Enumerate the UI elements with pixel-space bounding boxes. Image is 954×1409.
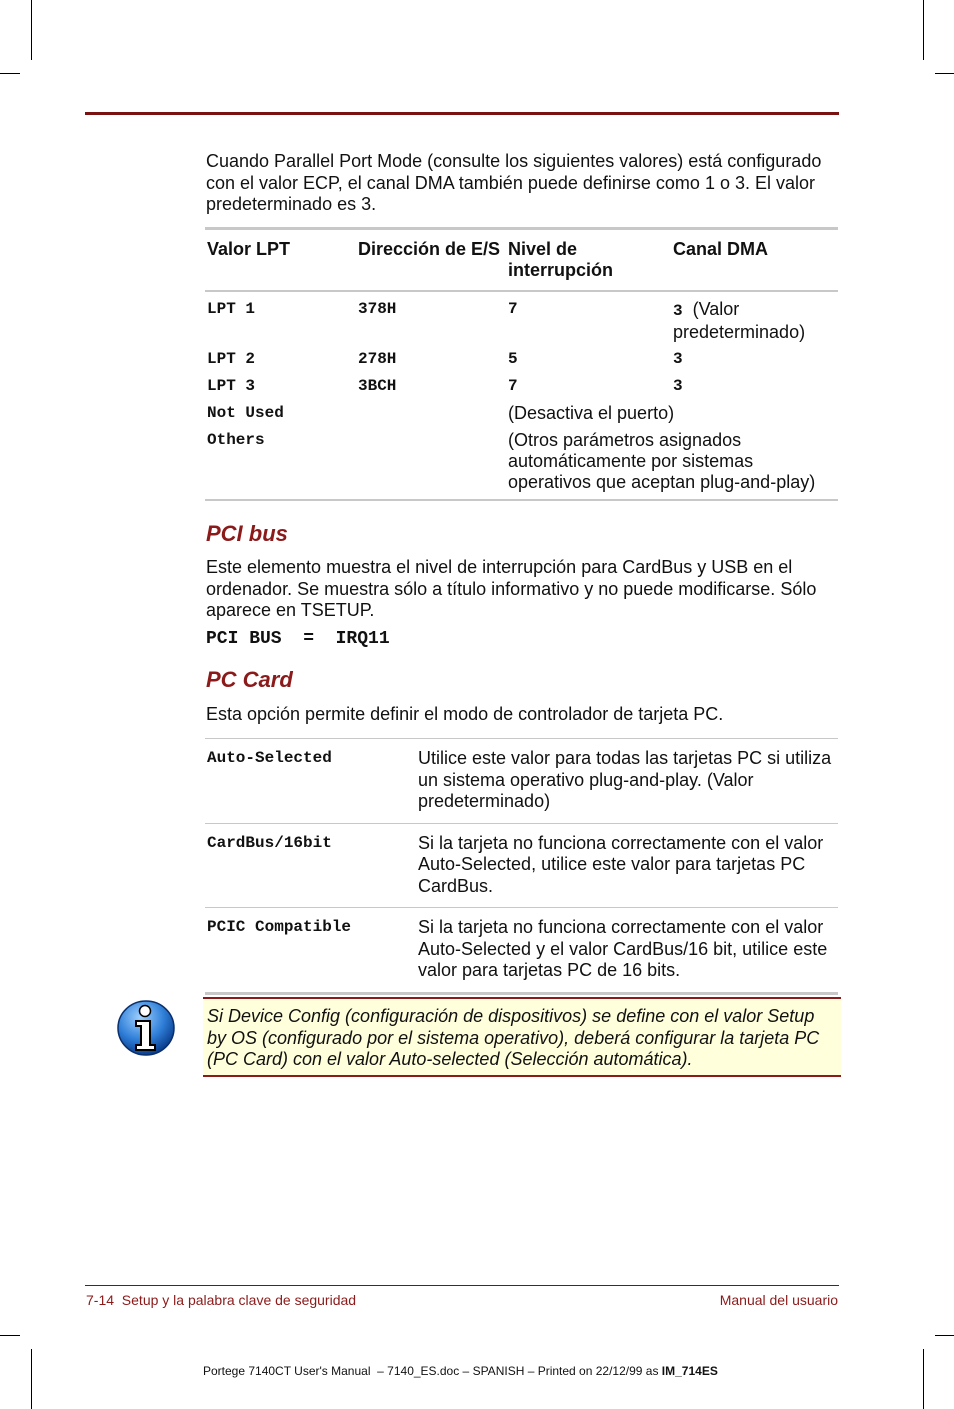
table-row: [205, 823, 838, 908]
footer-manual-title: Manual del usuario: [719, 1292, 838, 1308]
dma-channel-cell: [671, 291, 838, 349]
print-info-line: [203, 1364, 718, 1378]
table-row: [205, 739, 838, 824]
row-description: (Desactiva el puerto): [508, 403, 675, 423]
print-info-text: Portege 7140CT User's Manual – 7140_ES.doc – SPANISH – Printed on 22/12/99 as: [203, 1364, 662, 1378]
header-lpt: Valor LPT: [207, 239, 291, 259]
crop-mark: [935, 1335, 954, 1336]
table-row: [205, 430, 838, 500]
lpt-value: Not Used: [207, 404, 284, 422]
table-row: [205, 403, 838, 430]
option-name: PCIC Compatible: [207, 918, 352, 936]
table-row: [205, 349, 838, 376]
table-row: [205, 908, 838, 994]
dma-note: (Valor predeterminado): [673, 299, 806, 342]
pci-bus-heading: PCI bus: [206, 521, 288, 546]
lpt-value: Others: [207, 431, 265, 449]
option-description: Si la tarjeta no funciona correctamente con el valor Auto-Selected y el valor CardBus/16 bit, utilice este valor para tarjetas PC de 16 bits.: [418, 917, 828, 980]
dma-channel: 3: [673, 302, 683, 320]
table-row: [205, 291, 838, 349]
crop-mark: [31, 0, 32, 60]
footer-chapter: 7-14 Setup y la palabra clave de seguridad: [86, 1292, 357, 1308]
option-description: Si la tarjeta no funciona correctamente con el valor Auto-Selected, utilice este valor para tarjetas PC CardBus.: [418, 832, 824, 896]
info-icon: [116, 999, 176, 1057]
header-irq: Nivel de interrupción: [508, 239, 614, 280]
pci-bus-text: Este elemento muestra el nivel de interrupción para CardBus y USB en el ordenador. Se muestra sólo a título informativo y no puede modificarse. Sólo aparece en TSETUP.: [206, 557, 817, 620]
crop-mark: [0, 73, 20, 74]
crop-mark: [31, 1349, 32, 1409]
irq-level: 7: [508, 377, 518, 395]
note-box: [203, 997, 841, 1077]
crop-mark: [923, 1349, 924, 1409]
pc-card-options-table: [205, 738, 838, 995]
lpt-value: LPT 2: [207, 350, 256, 368]
io-address: 3BCH: [358, 377, 397, 395]
option-description: Utilice este valor para todas las tarjetas PC si utiliza un sistema operativo plug-and-play. (Valor predeterminado): [418, 748, 832, 811]
lpt-table: [205, 227, 838, 501]
io-address: 278H: [358, 350, 397, 368]
print-info-code: IM_714ES: [661, 1364, 718, 1378]
pc-card-heading: PC Card: [206, 667, 293, 692]
irq-level: 7: [508, 300, 518, 318]
table-row: [205, 376, 838, 403]
lpt-value: LPT 3: [207, 377, 256, 395]
header-rule: [85, 112, 839, 115]
header-dma: Canal DMA: [673, 239, 769, 259]
dma-channel: 3: [673, 350, 683, 368]
option-name: CardBus/16bit: [207, 833, 332, 852]
intro-paragraph: Cuando Parallel Port Mode (consulte los siguientes valores) está configurado con el valor ECP, el canal DMA también puede definirse como 1 o 3. El valor predeterminado es 3.: [206, 151, 822, 214]
crop-mark: [0, 1335, 20, 1336]
crop-mark: [923, 0, 924, 60]
crop-mark: [935, 73, 954, 74]
lpt-value: LPT 1: [207, 300, 256, 318]
pci-bus-setting: PCI BUS = IRQ11: [206, 629, 390, 649]
footer-rule: [85, 1285, 839, 1286]
lpt-table-header: [205, 229, 838, 292]
option-name: Auto-Selected: [207, 749, 332, 767]
io-address: 378H: [358, 300, 397, 318]
irq-level: 5: [508, 350, 518, 368]
dma-channel: 3: [673, 377, 683, 395]
header-io: Dirección de E/S: [358, 239, 501, 259]
note-text: Si Device Config (configuración de dispositivos) se define con el valor Setup by OS (configurado por el sistema operativo), deberá configurar la tarjeta PC (PC Card) con el valor Auto-selected (Selección automática).: [207, 1006, 820, 1069]
pc-card-text: Esta opción permite definir el modo de controlador de tarjeta PC.: [206, 704, 724, 724]
row-description: (Otros parámetros asignados automáticamente por sistemas operativos que aceptan plug-and-play): [508, 430, 816, 492]
